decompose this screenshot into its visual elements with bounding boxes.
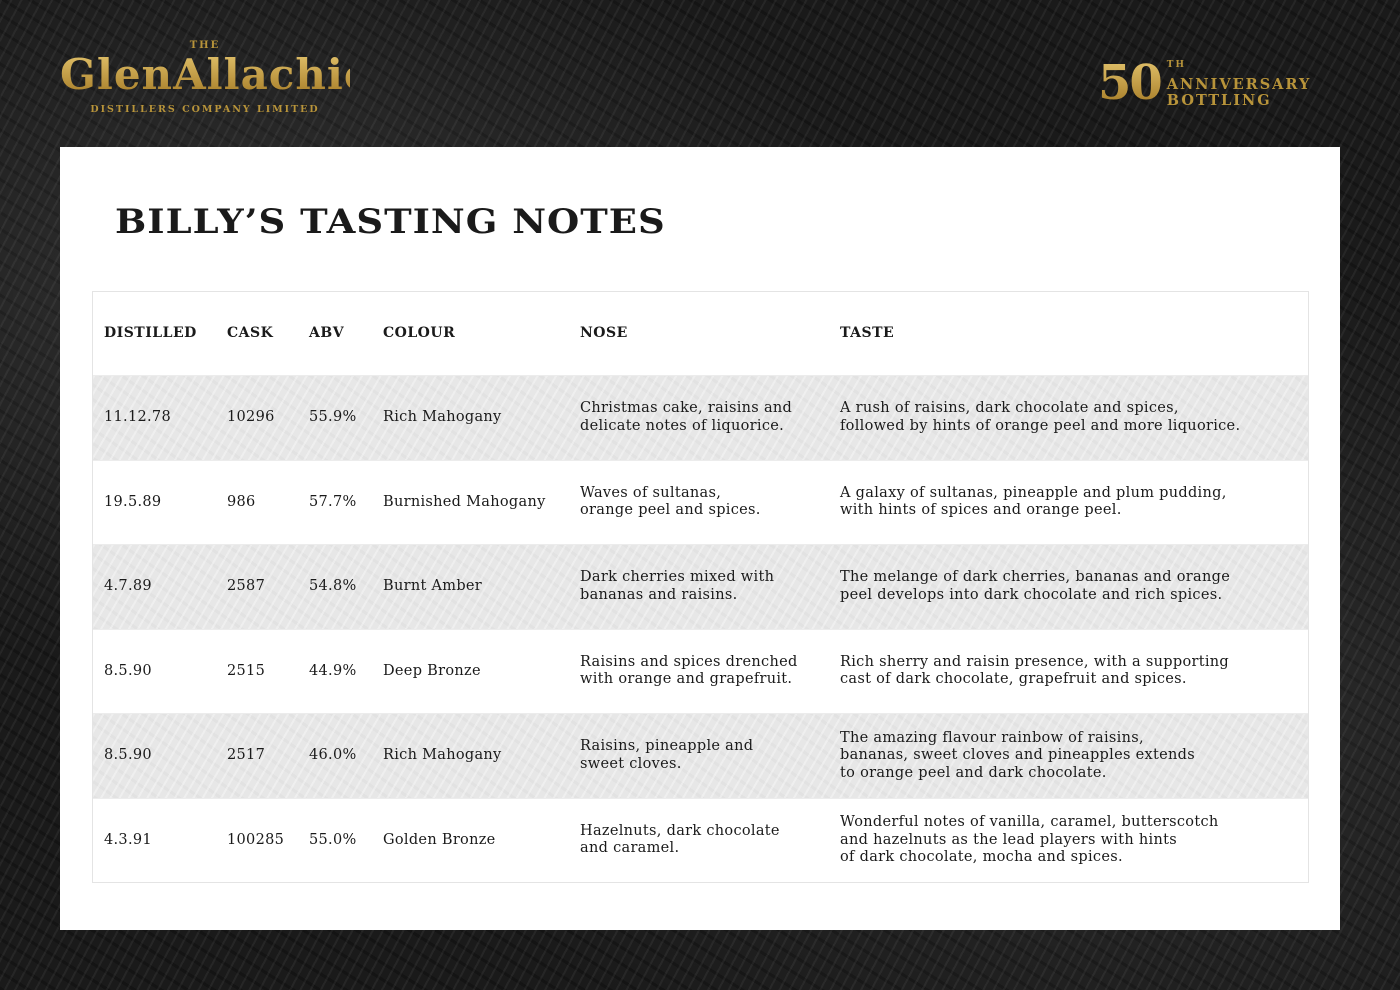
table-row bbox=[93, 375, 1308, 460]
anniversary-ordinal: TH bbox=[1166, 60, 1186, 71]
cell-distilled: 4.3.91 bbox=[104, 831, 152, 848]
cell-abv: 57.7% bbox=[309, 493, 357, 510]
cell-colour: Rich Mahogany bbox=[383, 409, 502, 425]
cell-taste: Wonderful notes of vanilla, caramel, butterscotch and hazelnuts as the lead players with hints of dark chocolate, mocha and spices. bbox=[840, 814, 1219, 865]
cell-taste: A rush of raisins, dark chocolate and spices, followed by hints of orange peel and more liquorice. bbox=[840, 400, 1241, 434]
cell-cask: 986 bbox=[227, 493, 256, 510]
anniversary-badge bbox=[1098, 55, 1312, 111]
page-title: BILLY’S TASTING NOTES bbox=[115, 200, 666, 242]
brand-the: THE bbox=[189, 40, 221, 51]
cell-abv: 54.8% bbox=[309, 578, 357, 594]
table-row bbox=[93, 544, 1308, 629]
tasting-notes-card bbox=[60, 147, 1340, 930]
cell-taste: The melange of dark cherries, bananas and orange peel develops into dark chocolate and rich spices. bbox=[840, 569, 1231, 603]
header-cask: CASK bbox=[227, 324, 274, 341]
cell-colour: Deep Bronze bbox=[383, 662, 481, 679]
cell-taste: A galaxy of sultanas, pineapple and plum pudding, with hints of spices and orange peel. bbox=[840, 484, 1227, 519]
cell-cask: 100285 bbox=[227, 831, 285, 848]
header-distilled: DISTILLED bbox=[104, 324, 197, 341]
table-header-row bbox=[93, 292, 1308, 375]
cell-distilled: 11.12.78 bbox=[104, 409, 171, 425]
cell-distilled: 8.5.90 bbox=[104, 747, 152, 763]
cell-colour: Burnt Amber bbox=[383, 578, 483, 594]
cell-colour: Rich Mahogany bbox=[383, 747, 502, 763]
table-row bbox=[93, 798, 1308, 883]
anniversary-text bbox=[1167, 57, 1312, 109]
cell-abv: 55.9% bbox=[309, 409, 357, 425]
cell-nose: Hazelnuts, dark chocolate and caramel. bbox=[580, 822, 780, 857]
cell-abv: 44.9% bbox=[309, 662, 357, 679]
cell-distilled: 8.5.90 bbox=[104, 662, 152, 679]
cell-cask: 2587 bbox=[227, 578, 266, 594]
anniversary-line2: BOTTLING bbox=[1166, 91, 1272, 109]
header-colour: COLOUR bbox=[383, 324, 456, 341]
brand-logo bbox=[60, 40, 372, 115]
brand-subtitle: DISTILLERS COMPANY LIMITED bbox=[90, 104, 320, 115]
cell-abv: 55.0% bbox=[309, 831, 357, 848]
cell-nose: Christmas cake, raisins and delicate notes of liquorice. bbox=[580, 400, 793, 434]
table-row bbox=[93, 629, 1308, 714]
cell-cask: 2517 bbox=[227, 747, 266, 763]
cell-cask: 10296 bbox=[227, 409, 275, 425]
cell-colour: Burnished Mahogany bbox=[383, 493, 546, 510]
cell-colour: Golden Bronze bbox=[383, 831, 496, 848]
cell-nose: Raisins, pineapple and sweet cloves. bbox=[580, 738, 754, 772]
anniversary-line1: ANNIVERSARY bbox=[1166, 75, 1312, 93]
cell-nose: Dark cherries mixed with bananas and raisins. bbox=[580, 569, 775, 603]
header-taste: TASTE bbox=[840, 324, 895, 341]
cell-cask: 2515 bbox=[227, 662, 266, 679]
cell-distilled: 4.7.89 bbox=[104, 578, 152, 594]
anniversary-number: 50 bbox=[1098, 55, 1161, 111]
header-nose: NOSE bbox=[580, 324, 628, 341]
cell-abv: 46.0% bbox=[309, 747, 357, 763]
table-row bbox=[93, 460, 1308, 545]
cell-distilled: 19.5.89 bbox=[104, 493, 162, 510]
brand-name: GlenAllachie bbox=[60, 50, 372, 99]
cell-nose: Waves of sultanas, orange peel and spices. bbox=[580, 484, 761, 519]
cell-taste: Rich sherry and raisin presence, with a supporting cast of dark chocolate, grapefruit and spices. bbox=[840, 653, 1230, 688]
cell-taste: The amazing flavour rainbow of raisins, bananas, sweet cloves and pineapples extends to orange peel and dark chocolate. bbox=[840, 729, 1195, 781]
tasting-table bbox=[92, 291, 1309, 883]
table-row bbox=[93, 713, 1308, 798]
cell-nose: Raisins and spices drenched with orange and grapefruit. bbox=[580, 653, 798, 688]
header-abv: ABV bbox=[309, 324, 345, 341]
